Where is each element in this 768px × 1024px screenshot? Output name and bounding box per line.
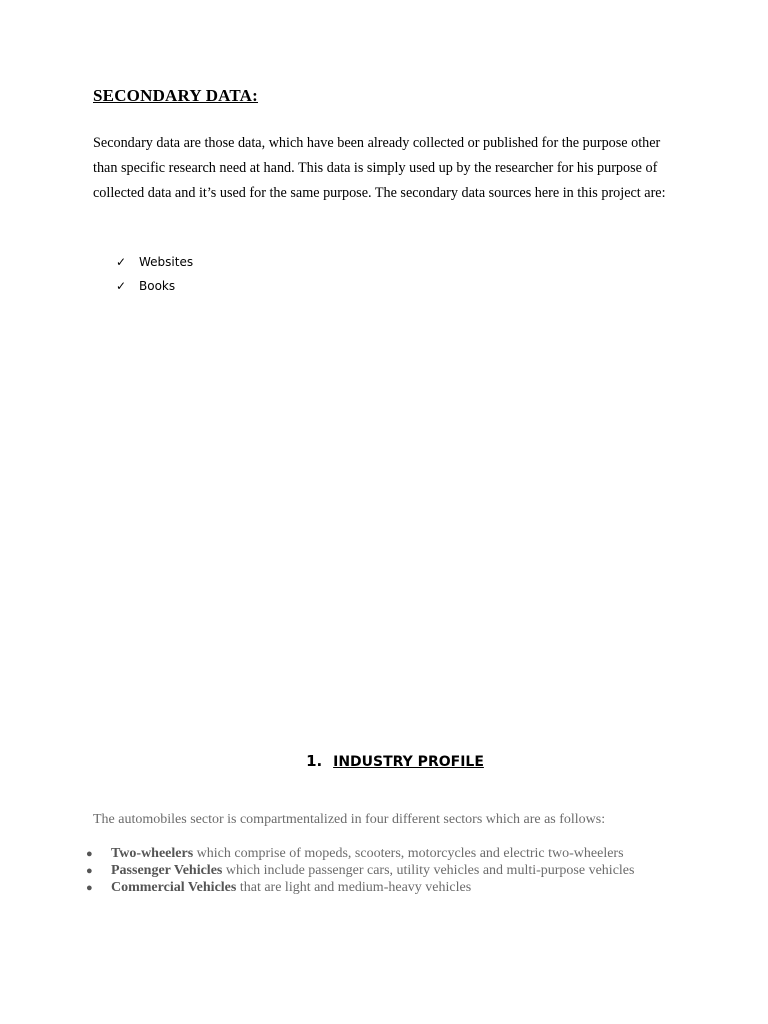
bullet-icon: ● [86,882,93,894]
sector-description: which comprise of mopeds, scooters, motorcycles and electric two-wheelers [193,846,624,861]
secondary-sources-list [116,250,193,298]
list-item [116,274,193,298]
source-label: Books [139,279,176,293]
secondary-data-heading: SECONDARY DATA: [93,86,259,105]
checkmark-icon: ✓ [116,279,127,293]
secondary-data-paragraph: Secondary data are those data, which have been already collected or published for the purpose other than specific research need at hand. This data is simply used up by the researcher for his purpose of collected data and it’s used for the same purpose. The secondary data sources here in this project are: [93,135,666,201]
sector-list [86,846,646,897]
list-item [86,863,646,880]
list-item [116,250,193,274]
list-item [86,880,646,897]
industry-intro-paragraph: The automobiles sector is compartmentalized in four different sectors which are as follows: [93,812,606,827]
sector-description: which include passenger cars, utility vehicles and multi-purpose vehicles [222,863,635,878]
sector-description: that are light and medium-heavy vehicles [236,880,472,895]
list-item [86,846,646,863]
sector-name: Two-wheelers [111,846,194,861]
sector-name: Passenger Vehicles [111,863,223,878]
sector-name: Commercial Vehicles [111,880,237,895]
section-title: INDUSTRY PROFILE [333,754,484,770]
checkmark-icon: ✓ [116,255,127,269]
section-number: 1. [306,752,323,770]
bullet-icon: ● [86,848,93,860]
source-label: Websites [139,255,194,269]
industry-profile-heading [0,752,768,770]
bullet-icon: ● [86,865,93,877]
